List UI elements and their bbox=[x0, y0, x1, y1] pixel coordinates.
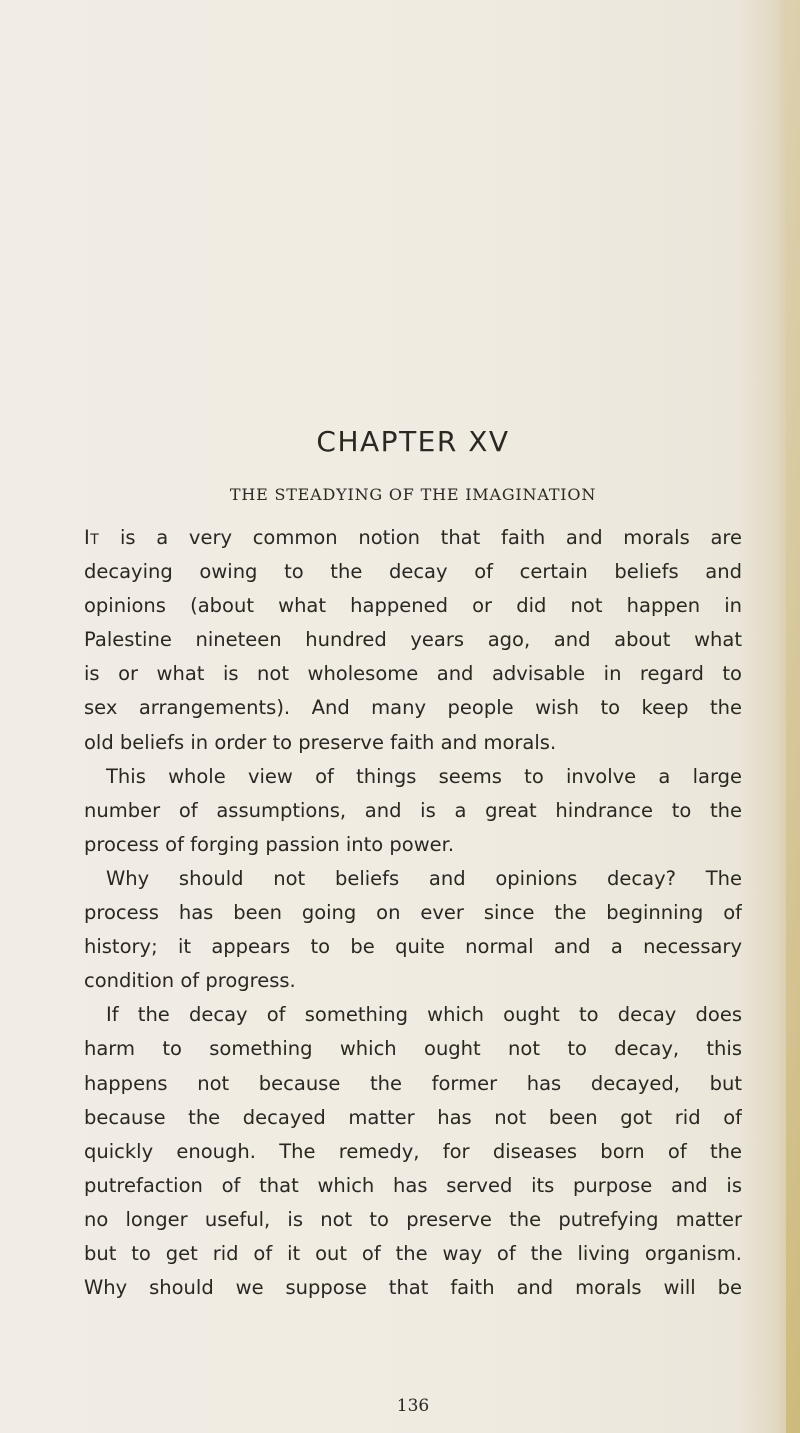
paragraph-line: decaying owing to the decay of certain beliefs and bbox=[84, 560, 742, 584]
paragraph-line: history; it appears to be quite normal and a necessary bbox=[84, 935, 742, 959]
line-text: is a very common notion that faith and morals are bbox=[99, 526, 742, 549]
paragraph-line: Why should not beliefs and opinions decay? The bbox=[106, 866, 742, 890]
paragraph-line: condition of progress. bbox=[84, 969, 296, 993]
chapter-heading: CHAPTER XV bbox=[316, 425, 510, 458]
paragraph-line: harm to something which ought not to decay, this bbox=[84, 1037, 742, 1061]
page-edge-shadow bbox=[786, 0, 800, 1433]
body-text bbox=[84, 521, 742, 1305]
paragraph-line: putrefaction of that which has served its purpose and is bbox=[84, 1173, 742, 1197]
paragraph-line: process has been going on ever since the beginning of bbox=[84, 901, 742, 925]
paragraph-line: no longer useful, is not to preserve the putrefying matter bbox=[84, 1207, 742, 1231]
paragraph-line: This whole view of things seems to involve a large bbox=[106, 764, 742, 788]
page-number: 136 bbox=[396, 1396, 430, 1416]
paragraph-line: happens not because the former has decayed, but bbox=[84, 1071, 742, 1095]
paragraph-line: but to get rid of it out of the way of the living organism. bbox=[84, 1241, 742, 1265]
paragraph-line: number of assumptions, and is a great hindrance to the bbox=[84, 798, 742, 822]
opening-word: It bbox=[84, 526, 100, 549]
paragraph-line: process of forging passion into power. bbox=[84, 832, 455, 856]
paragraph-line: quickly enough. The remedy, for diseases born of the bbox=[84, 1139, 742, 1163]
paragraph-line: sex arrangements). And many people wish to keep the bbox=[84, 696, 742, 720]
chapter-title: THE STEADYING OF THE IMAGINATION bbox=[229, 485, 597, 504]
paragraph-line: old beliefs in order to preserve faith and morals. bbox=[84, 730, 557, 754]
paragraph-line: is or what is not wholesome and advisable in regard to bbox=[84, 662, 742, 686]
paragraph-line: opinions (about what happened or did not happen in bbox=[84, 594, 742, 618]
paragraph-line: If the decay of something which ought to decay does bbox=[106, 1003, 742, 1027]
paragraph-line: because the decayed matter has not been got rid of bbox=[84, 1105, 742, 1129]
paragraph-line: Why should we suppose that faith and morals will be bbox=[84, 1276, 742, 1300]
paragraph-line: Palestine nineteen hundred years ago, and about what bbox=[84, 628, 742, 652]
paragraph-line bbox=[84, 521, 742, 555]
